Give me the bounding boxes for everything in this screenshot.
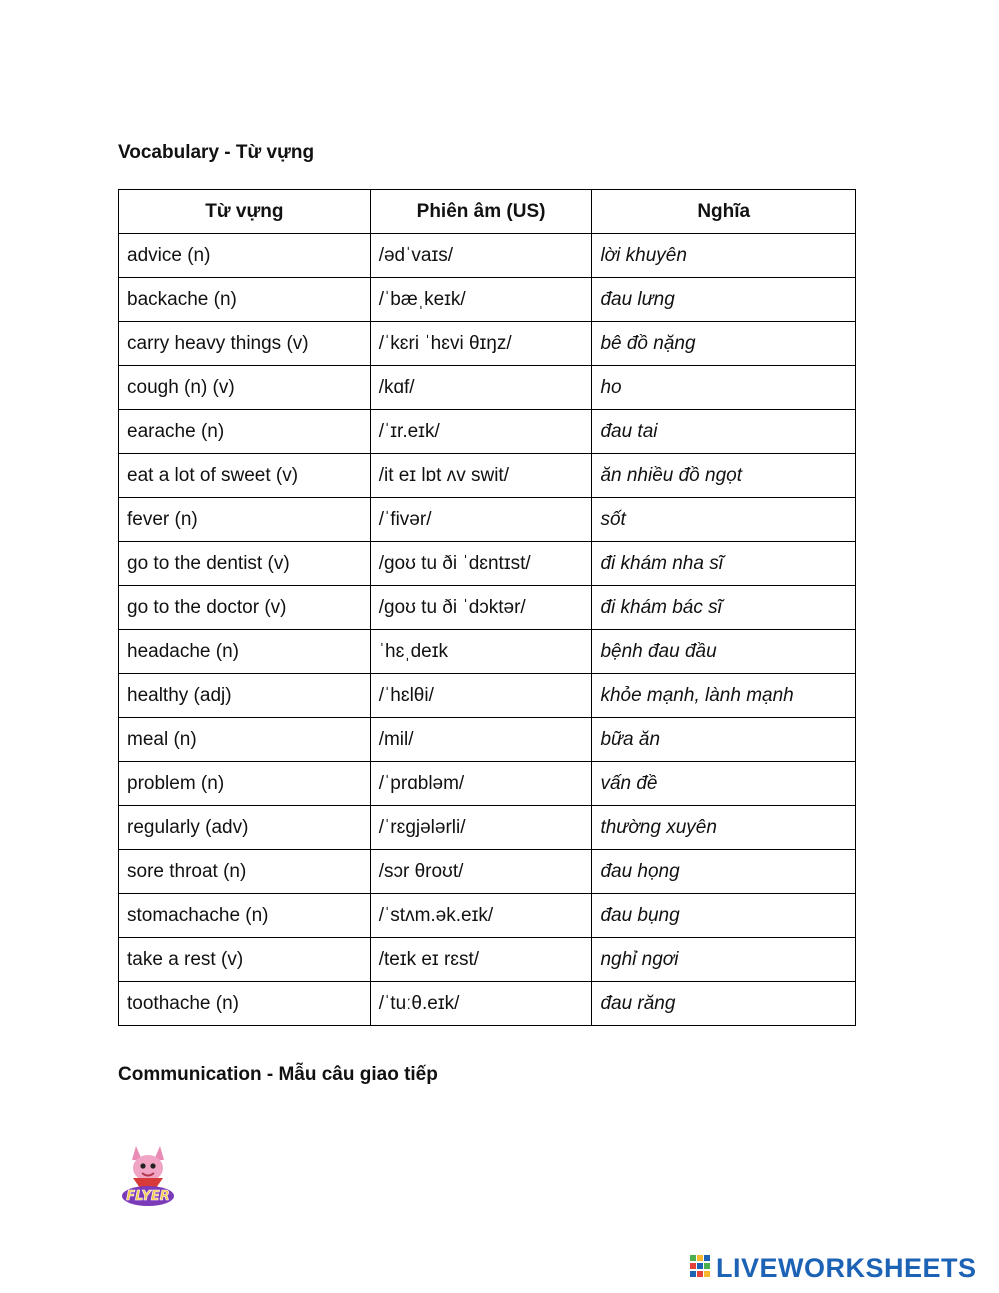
meaning-cell: sốt bbox=[592, 498, 856, 542]
meaning-cell: đau lưng bbox=[592, 278, 856, 322]
vocabulary-table bbox=[118, 189, 856, 1026]
table-row bbox=[119, 718, 856, 762]
flyer-logo-text: FLYER bbox=[126, 1189, 170, 1204]
table-header-row bbox=[119, 190, 856, 234]
meaning-cell: thường xuyên bbox=[592, 806, 856, 850]
word-cell: carry heavy things (v) bbox=[119, 322, 371, 366]
phonetic-cell: /ˈrɛgjələrli/ bbox=[370, 806, 592, 850]
phonetic-cell: /ˈstʌm.ək.eɪk/ bbox=[370, 894, 592, 938]
word-cell: headache (n) bbox=[119, 630, 371, 674]
meaning-cell: bữa ăn bbox=[592, 718, 856, 762]
meaning-cell: đau răng bbox=[592, 982, 856, 1026]
word-cell: regularly (adv) bbox=[119, 806, 371, 850]
liveworksheets-brand bbox=[690, 1250, 977, 1286]
flyer-mascot-icon bbox=[118, 1138, 178, 1208]
word-cell: take a rest (v) bbox=[119, 938, 371, 982]
phonetic-cell: /it eɪ lɒt ʌv swit/ bbox=[370, 454, 592, 498]
table-row bbox=[119, 630, 856, 674]
meaning-cell: đi khám bác sĩ bbox=[592, 586, 856, 630]
meaning-cell: bệnh đau đầu bbox=[592, 630, 856, 674]
phonetic-cell: /teɪk eɪ rɛst/ bbox=[370, 938, 592, 982]
meaning-cell: ăn nhiều đồ ngọt bbox=[592, 454, 856, 498]
phonetic-cell: /goʊ tu ði ˈdɔktər/ bbox=[370, 586, 592, 630]
table-row bbox=[119, 938, 856, 982]
word-cell: problem (n) bbox=[119, 762, 371, 806]
phonetic-cell: /ˈkɛri ˈhɛvi θɪŋz/ bbox=[370, 322, 592, 366]
table-row bbox=[119, 806, 856, 850]
phonetic-cell: /ˈhɛlθi/ bbox=[370, 674, 592, 718]
table-row bbox=[119, 982, 856, 1026]
meaning-cell: nghỉ ngơi bbox=[592, 938, 856, 982]
phonetic-cell: /kɑf/ bbox=[370, 366, 592, 410]
word-cell: backache (n) bbox=[119, 278, 371, 322]
word-cell: meal (n) bbox=[119, 718, 371, 762]
table-row bbox=[119, 586, 856, 630]
meaning-cell: đau tai bbox=[592, 410, 856, 454]
word-cell: advice (n) bbox=[119, 234, 371, 278]
meaning-cell: đau bụng bbox=[592, 894, 856, 938]
communication-heading: Communication - Mẫu câu giao tiếp bbox=[118, 1064, 438, 1085]
word-cell: go to the doctor (v) bbox=[119, 586, 371, 630]
word-cell: eat a lot of sweet (v) bbox=[119, 454, 371, 498]
liveworksheets-icon bbox=[690, 1255, 712, 1281]
meaning-cell: đau họng bbox=[592, 850, 856, 894]
header-phonetic: Phiên âm (US) bbox=[370, 190, 592, 234]
meaning-cell: lời khuyên bbox=[592, 234, 856, 278]
table-row bbox=[119, 542, 856, 586]
meaning-cell: đi khám nha sĩ bbox=[592, 542, 856, 586]
table-row bbox=[119, 234, 856, 278]
word-cell: healthy (adj) bbox=[119, 674, 371, 718]
phonetic-cell: /ˈfivər/ bbox=[370, 498, 592, 542]
table-row bbox=[119, 674, 856, 718]
word-cell: sore throat (n) bbox=[119, 850, 371, 894]
table-row bbox=[119, 322, 856, 366]
word-cell: go to the dentist (v) bbox=[119, 542, 371, 586]
table-row bbox=[119, 366, 856, 410]
word-cell: toothache (n) bbox=[119, 982, 371, 1026]
word-cell: fever (n) bbox=[119, 498, 371, 542]
phonetic-cell: /ˈprɑbləm/ bbox=[370, 762, 592, 806]
table-row bbox=[119, 498, 856, 542]
header-word: Từ vựng bbox=[119, 190, 371, 234]
phonetic-cell: /ˈbæˌkeɪk/ bbox=[370, 278, 592, 322]
meaning-cell: bê đồ nặng bbox=[592, 322, 856, 366]
table-row bbox=[119, 894, 856, 938]
phonetic-cell: /ˈtuːθ.eɪk/ bbox=[370, 982, 592, 1026]
table-row bbox=[119, 850, 856, 894]
word-cell: cough (n) (v) bbox=[119, 366, 371, 410]
table-row bbox=[119, 454, 856, 498]
table-row bbox=[119, 762, 856, 806]
header-meaning: Nghĩa bbox=[592, 190, 856, 234]
table-row bbox=[119, 278, 856, 322]
phonetic-cell: ˈhɛˌdeɪk bbox=[370, 630, 592, 674]
word-cell: stomachache (n) bbox=[119, 894, 371, 938]
phonetic-cell: /ədˈvaɪs/ bbox=[370, 234, 592, 278]
flyer-logo bbox=[118, 1138, 178, 1208]
phonetic-cell: /ˈɪr.eɪk/ bbox=[370, 410, 592, 454]
table-row bbox=[119, 410, 856, 454]
word-cell: earache (n) bbox=[119, 410, 371, 454]
liveworksheets-text: LIVEWORKSHEETS bbox=[716, 1252, 977, 1283]
phonetic-cell: /sɔr θroʊt/ bbox=[370, 850, 592, 894]
phonetic-cell: /mil/ bbox=[370, 718, 592, 762]
vocabulary-heading: Vocabulary - Từ vựng bbox=[118, 142, 315, 163]
phonetic-cell: /goʊ tu ði ˈdɛntɪst/ bbox=[370, 542, 592, 586]
meaning-cell: vấn đề bbox=[592, 762, 856, 806]
meaning-cell: ho bbox=[592, 366, 856, 410]
meaning-cell: khỏe mạnh, lành mạnh bbox=[592, 674, 856, 718]
